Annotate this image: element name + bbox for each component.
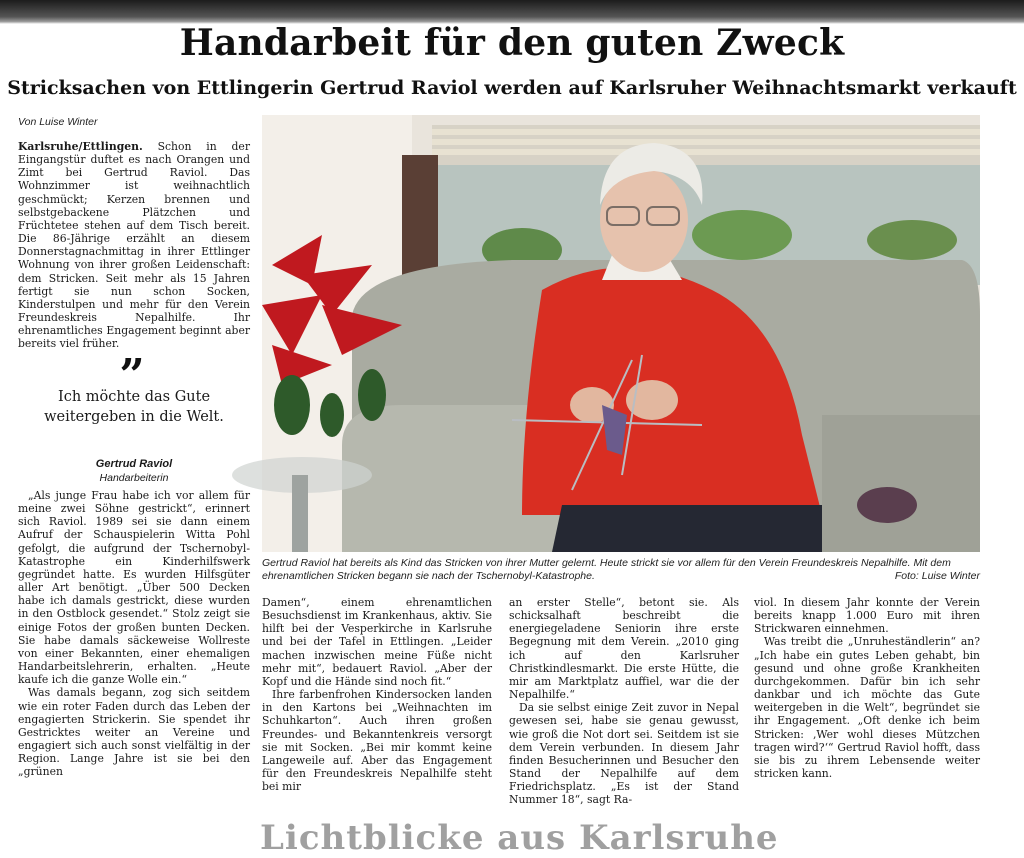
quote-author: Gertrud Raviol (95, 458, 173, 470)
article-intro (18, 140, 250, 351)
paragraph: Damen“, einem ehrenamtlichen Besuchsdienst im Krankenhaus, aktiv. Sie hilft bei der Vesperkirche in Karlsruhe und bei der Tafel in Ettlingen. „Leider machen inzwischen meine Füße nicht mehr mit“, bedauert Raviol. „Aber der Kopf und die Hände sind noch fit.“ (262, 596, 492, 688)
next-article-headline-fragment (0, 812, 1024, 858)
quote-author-role: Handarbeiterin (99, 472, 169, 484)
pull-quote: Ich möchte das Gute weitergeben in die Welt. (44, 389, 224, 425)
article-photo (262, 115, 980, 552)
photo-credit: Foto: Luise Winter (894, 570, 980, 582)
article-column-2 (262, 596, 492, 793)
quote-mark-icon: ” (119, 350, 145, 401)
caption-text: Gertrud Raviol hat bereits als Kind das Stricken von ihrer Mutter gelernt. Heute strickt sie vor allem für den Verein Freundeskreis Nepalhilfe. Mit dem ehrenamtlichen Stricken begann sie nach der Tschernobyl-Katastrophe. (262, 557, 951, 582)
paragraph: Was damals begann, zog sich seitdem wie ein roter Faden durch das Leben der engagierten Strickerin. Sie spendet ihr Gestricktes weiter an Vereine und engagiert sich auch sonst vielfältig in der Region. Lange Jahre ist sie bei den „grünen (18, 686, 250, 779)
headline: Handarbeit für den guten Zweck (179, 22, 845, 64)
paragraph: „Als junge Frau habe ich vor allem für meine zwei Söhne gestrickt“, erinnert sich Raviol. 1989 sei sie dann einem Aufruf der Schauspielerin Witta Pohl gefolgt, die aufgrund der Tschernobyl-Katastrophe ein Kinderhilfswerk gegründet hatte. Es wurden Hilfsgüter aller Art benötigt. „Über 500 Decken habe ich damals gestrickt, diese wurden in den Ostblock gesendet.“ Stolz zeigt sie einige Fotos der großen bunten Decken. Sie habe damals säckeweise Wollreste von einer Bekannten, einer ehemaligen Handarbeitslehrerin, erhalten. „Heute kaufe ich die ganze Wolle ein.“ (18, 489, 250, 687)
paragraph: Was treibt die „Unruheständlerin“ an? „Ich habe ein gutes Leben gehabt, bin gesund und ohne große Krankheiten durchgekommen. Dafür bin ich sehr dankbar und ich möchte das Gute weitergeben in die Welt“, begründet sie ihr Engagement. „Oft denke ich beim Stricken: ,Wer wohl dieses Mützchen tragen wird?‘“ Gertrud Raviol hofft, dass sie bis zu ihrem Lebensende weiter stricken kann. (754, 635, 980, 781)
article-column-4 (754, 596, 980, 780)
paragraph: an erster Stelle“, betont sie. Als schicksalhaft beschreibt die energiegeladene Seniorin ihre erste Begegnung mit dem Verein. „2010 ging ich auf den Karlsruher Christkindlesmarkt. Die erste Hütte, die mir am Marktplatz auffiel, war die der Nepalhilfe.“ (509, 596, 739, 702)
photo-caption (262, 557, 980, 583)
paragraph: Da sie selbst einige Zeit zuvor in Nepal gewesen sei, habe sie genau gewusst, wie groß die Not dort sei. Seitdem ist sie dem Verein verbunden. In diesem Jahr finden Besucherinnen und Besucher den Stand der Nepalhilfe auf dem Friedrichsplatz. „Es ist der Stand Nummer 18“, sagt Ra- (509, 701, 739, 807)
subheadline: Stricksachen von Ettlingerin Gertrud Raviol werden auf Karlsruher Weihnachtsmarkt verkauft (7, 77, 1017, 99)
photo-illustration (262, 115, 980, 552)
intro-text: Schon in der Eingangstür duftet es nach Orangen und Zimt bei Gertrud Raviol. Das Wohnzimmer ist weihnachtlich geschmückt; Kerzen brennen und selbstgebackene Plätzchen und Früchtetee stehen auf dem Tisch bereit. Die 86-Jährige erzählt an diesem Donnerstagnachmittag in ihrer Ettlinger Wohnung von ihrer großen Leidenschaft: dem Stricken. Seit mehr als 15 Jahren fertigt sie nun schon Socken, Kinderstulpen und mehr für den Verein Freundeskreis Nepalhilfe. Ihr ehrenamtliches Engagement beginnt aber bereits viel früher. (18, 140, 250, 351)
dateline: Karlsruhe/Ettlingen. (18, 140, 143, 153)
byline: Von Luise Winter (18, 116, 98, 128)
paragraph: Ihre farbenfrohen Kindersocken landen in den Kartons bei „Weihnachten im Schuhkarton“. Auch ihren großen Freundes- und Bekanntenkreis versorgt sie mit Socken. „Bei mir kommt keine Langeweile auf. Aber das Engagement für den Freundeskreis Nepalhilfe steht bei mir (262, 688, 492, 794)
top-shadow-bar (0, 0, 1024, 24)
article-column-3 (509, 596, 739, 807)
next-headline-text: Lichtblicke aus Karlsruhe (260, 818, 779, 858)
paragraph: viol. In diesem Jahr konnte der Verein bereits knapp 1.000 Euro mit ihren Strickwaren einnehmen. (754, 596, 980, 636)
article-column-left (18, 489, 250, 778)
